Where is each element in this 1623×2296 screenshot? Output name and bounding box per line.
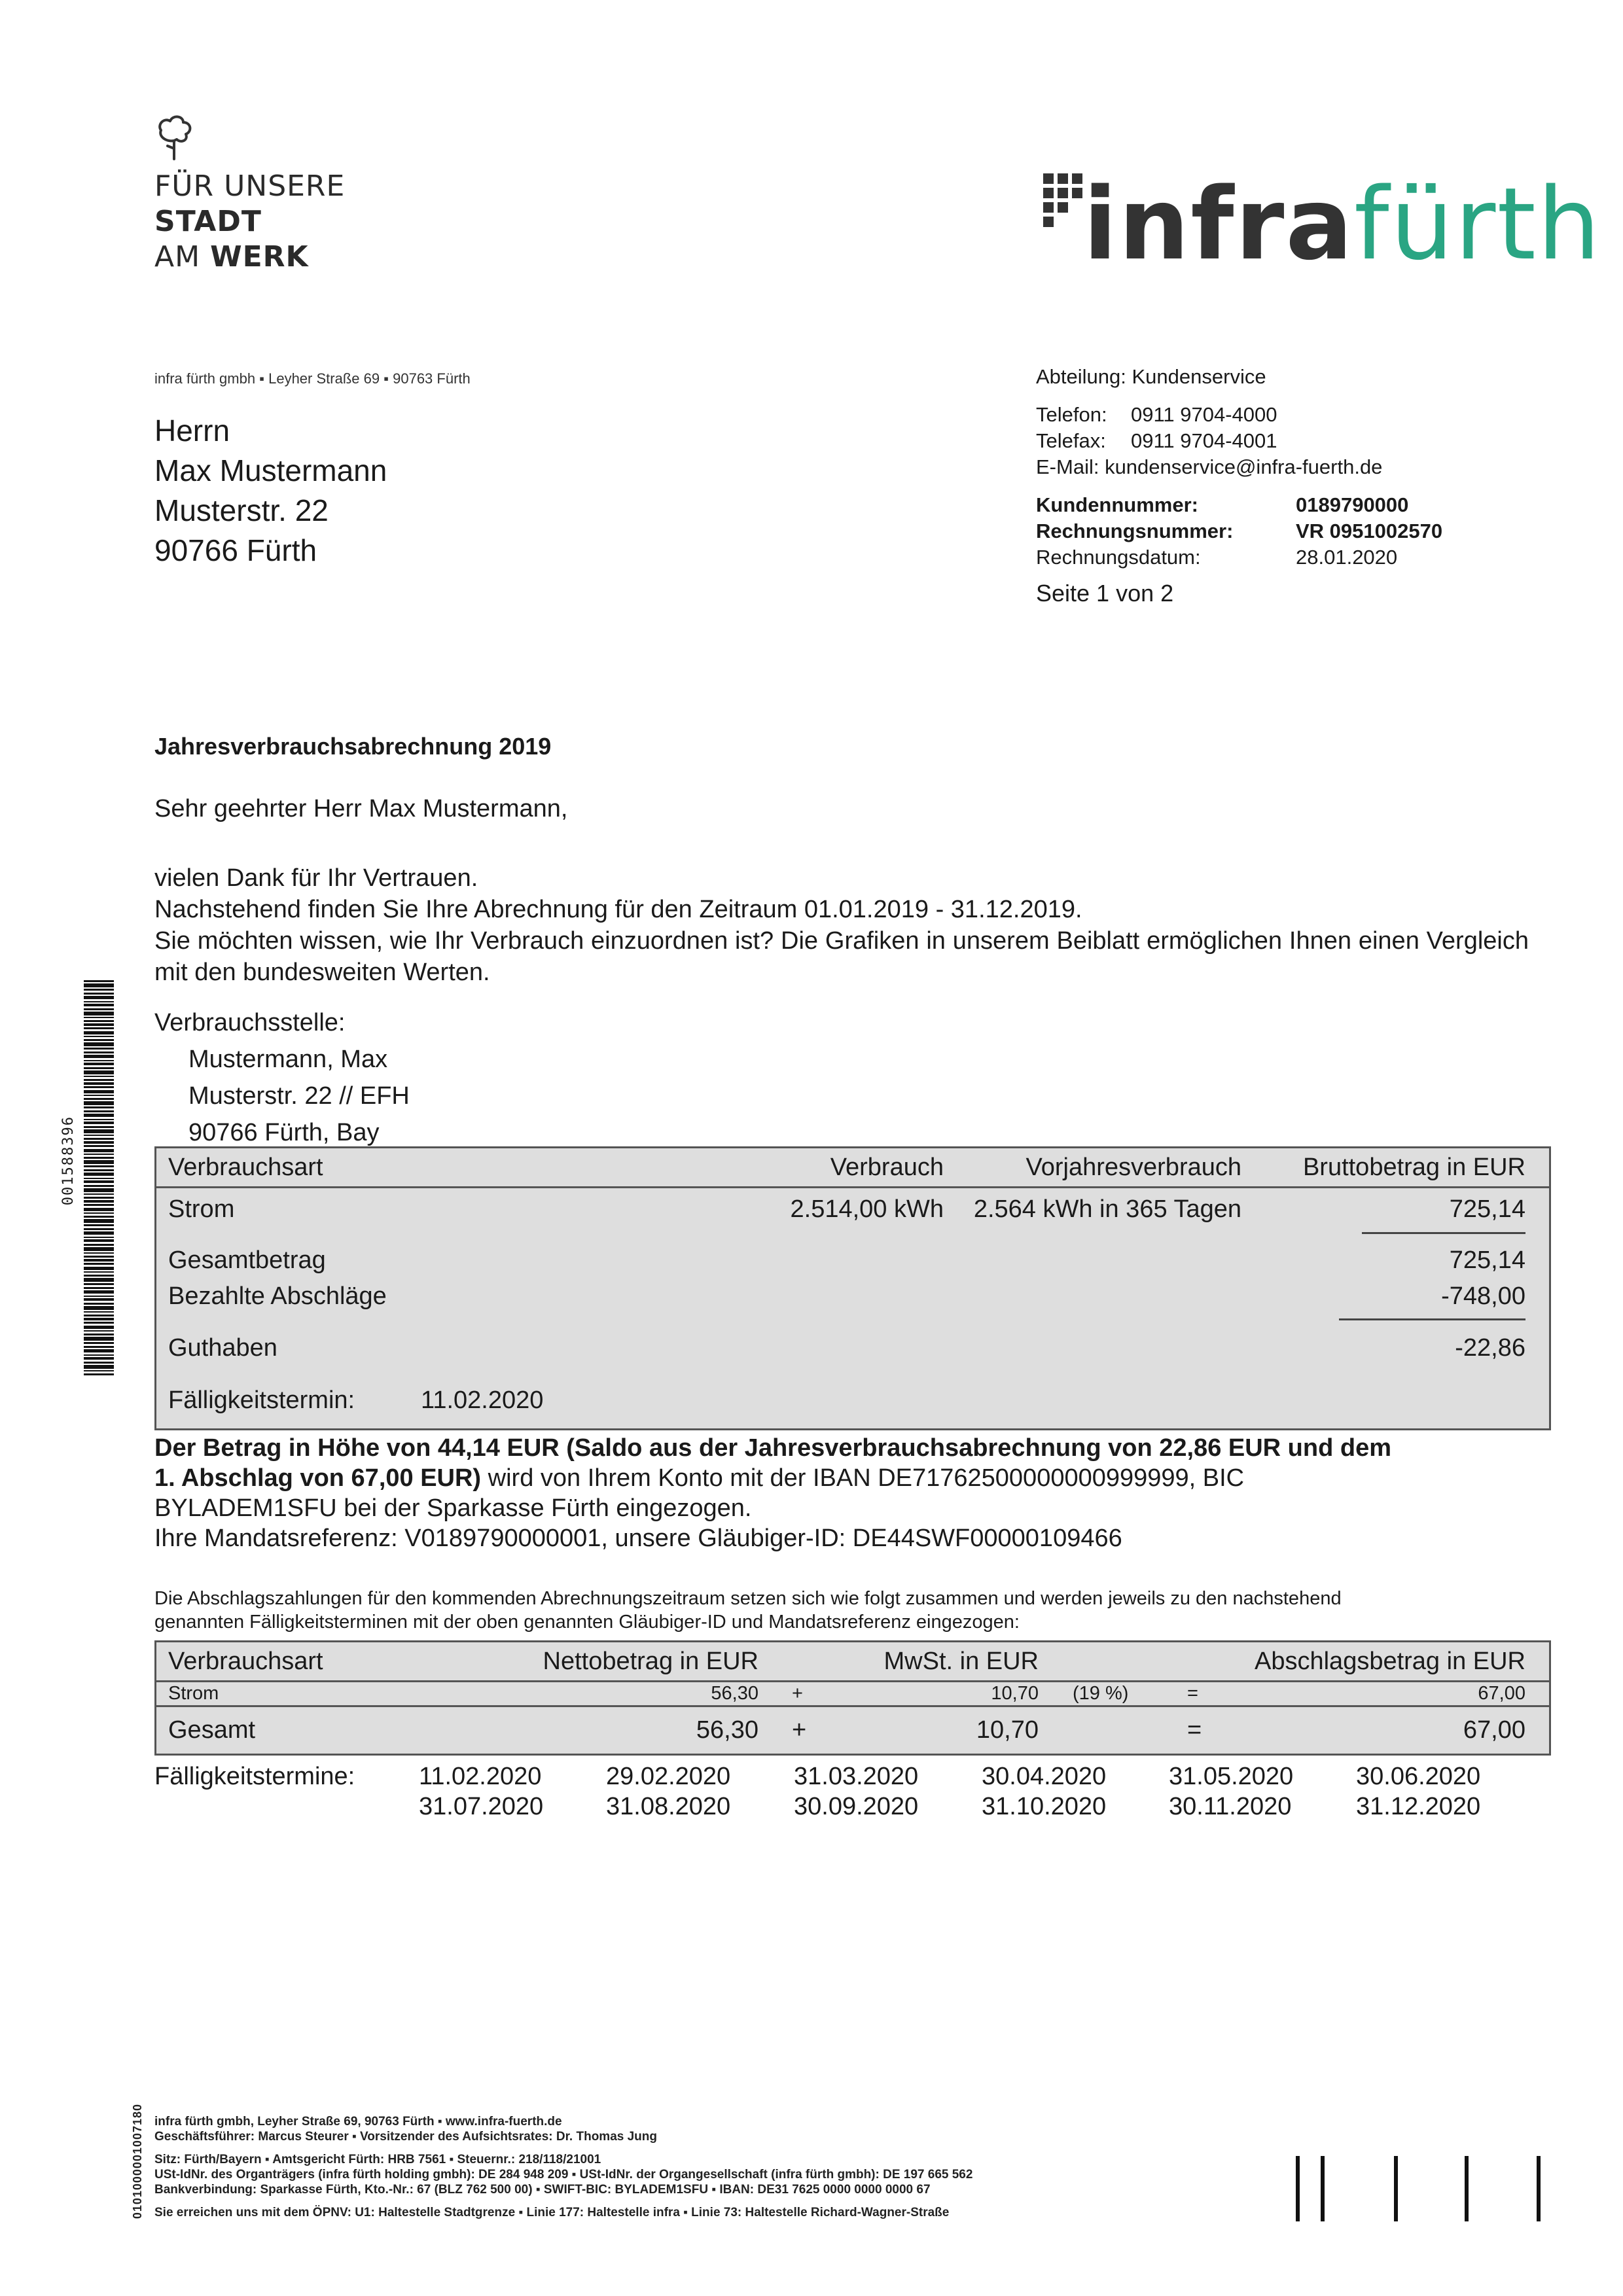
barcode-bar <box>84 1063 114 1065</box>
barcode-bar <box>84 1126 114 1128</box>
logo-part1: infra <box>1083 166 1354 282</box>
inst-total-eq: = <box>1187 1716 1202 1744</box>
due-date-4: 30.04.2020 <box>982 1763 1107 1790</box>
invoice-date: 28.01.2020 <box>1296 546 1398 569</box>
barcode-bar <box>84 1098 114 1100</box>
barcode-bar <box>84 1342 114 1344</box>
barcode-bar <box>84 1188 114 1192</box>
barcode-bar <box>84 1193 114 1195</box>
footer-line1: infra fürth gmbh, Leyher Straße 69, 90763 Fürth ▪ www.infra-fuerth.de <box>154 2115 562 2128</box>
footer-side-number: 0101000001007180 <box>131 2104 144 2219</box>
phone-label: Telefon: <box>1036 403 1107 426</box>
barcode-bar <box>84 1224 114 1226</box>
barcode-bar <box>84 1060 114 1061</box>
barcode-bar <box>84 1208 114 1211</box>
barcode-bar <box>84 980 114 982</box>
due-date-label: Fälligkeitstermin: <box>168 1386 355 1414</box>
barcode-bar <box>84 1076 114 1077</box>
consumption-point <box>154 1004 410 1151</box>
barcode-bar <box>84 1219 114 1223</box>
footer-line4: USt-IdNr. des Organträgers (infra fürth holding gmbh): DE 284 948 209 ▪ USt-IdNr. der Organgesellschaft (infra fürth gmbh): DE 197 665 562 <box>154 2168 973 2181</box>
barcode-bar <box>84 1303 114 1305</box>
barcode-bar <box>84 1237 114 1238</box>
logo-part2: fürth <box>1353 166 1602 282</box>
balance-divider <box>1339 1318 1525 1320</box>
barcode-bar <box>84 1119 114 1120</box>
barcode-bar <box>84 1106 114 1108</box>
slogan <box>154 169 345 275</box>
col-header-verbrauch: Verbrauch <box>830 1154 944 1181</box>
barcode-bar <box>84 1008 114 1010</box>
inst-row-plus: + <box>792 1683 803 1704</box>
total-value: 725,14 <box>1449 1246 1525 1274</box>
barcode-bar <box>84 1271 114 1273</box>
consumption-point-street: Musterstr. 22 // EFH <box>188 1082 410 1110</box>
footer-line6: Sie erreichen uns mit dem ÖPNV: U1: Haltestelle Stadtgrenze ▪ Linie 177: Haltestelle infra ▪ Linie 73: Haltestelle Richard-Wagner-Straße <box>154 2206 950 2219</box>
customer-number-label: Kundennummer: <box>1036 493 1198 516</box>
barcode-bar <box>84 1004 114 1006</box>
barcode-bar <box>84 1141 114 1144</box>
barcode-bar <box>84 1290 114 1294</box>
payment-line2-bold: 1. Abschlag von 67,00 EUR) <box>154 1464 482 1492</box>
barcode-bar <box>84 1180 114 1183</box>
due-date-3: 31.03.2020 <box>794 1763 919 1790</box>
barcode-bar <box>84 1135 114 1136</box>
row-art: Strom <box>168 1195 235 1223</box>
email: E-Mail: kundenservice@infra-fuerth.de <box>1036 455 1383 478</box>
barcode-bar <box>84 1129 114 1133</box>
barcode-bar <box>84 1370 114 1371</box>
barcode-bar <box>84 989 114 991</box>
barcode-bar <box>84 1318 114 1320</box>
intro-line2: Nachstehend finden Sie Ihre Abrechnung für den Zeitraum 01.01.2019 - 31.12.2019. <box>154 896 1082 923</box>
due-dates <box>154 1761 1561 1827</box>
barcode-bar <box>84 1354 114 1356</box>
barcode-bar <box>84 1306 114 1310</box>
invoice-number-label: Rechnungsnummer: <box>1036 520 1234 542</box>
due-date-6: 30.06.2020 <box>1356 1763 1481 1790</box>
recipient-street: Musterstr. 22 <box>154 493 329 527</box>
due-date-5: 31.05.2020 <box>1169 1763 1294 1790</box>
col-header-netto: Nettobetrag in EUR <box>543 1648 758 1675</box>
barcode-number: 001588396 <box>60 1116 77 1206</box>
inst-row-netto: 56,30 <box>711 1683 758 1704</box>
intro-line3: Sie möchten wissen, wie Ihr Verbrauch einzuordnen ist? Die Grafiken in unserem Beiblatt ermöglichen Ihnen einen Vergleich mit den bundesweiten Werten. <box>154 927 1529 986</box>
recipient-name: Max Mustermann <box>154 453 387 487</box>
slogan-line3a: AM <box>154 240 211 274</box>
barcode-bar <box>84 1173 114 1176</box>
barcode-bar <box>84 1244 114 1246</box>
invoice-number: VR 0951002570 <box>1296 520 1443 542</box>
barcode-bar <box>84 1055 114 1058</box>
barcode-bar <box>84 1048 114 1050</box>
footer-line2: Geschäftsführer: Marcus Steurer ▪ Vorsitzender des Aufsichtsrates: Dr. Thomas Jung <box>154 2130 657 2144</box>
barcode-bar <box>84 1346 114 1348</box>
barcode-bar <box>84 1165 114 1167</box>
row-betrag: 725,14 <box>1449 1195 1525 1223</box>
barcode-bar <box>84 1357 114 1360</box>
inst-row-art: Strom <box>168 1683 219 1704</box>
inst-total-netto: 56,30 <box>696 1716 758 1744</box>
barcode-bar <box>84 1263 114 1265</box>
slogan-line2: STADT <box>154 205 262 238</box>
installment-total-divider <box>156 1705 1549 1707</box>
barcode-bar <box>84 1001 114 1002</box>
consumption-point-label: Verbrauchsstelle: <box>154 1009 346 1036</box>
recipient-salutation: Herrn <box>154 414 230 448</box>
barcode-bar <box>84 1027 114 1029</box>
barcode-bar <box>84 1042 114 1046</box>
barcode-bar <box>84 1145 114 1147</box>
barcode-bar <box>84 1185 114 1187</box>
barcode-bar <box>84 996 114 999</box>
barcode-bar <box>84 1315 114 1316</box>
col-header-verbrauchsart2: Verbrauchsart <box>168 1648 323 1675</box>
installment-note-line1: Die Abschlagszahlungen für den kommenden Abrechnungszeitraum setzen sich wie folgt zusammen und werden jeweils zu den nachstehend <box>154 1588 1342 1609</box>
barcode-bar <box>84 1349 114 1352</box>
due-date-10: 31.10.2020 <box>982 1793 1107 1820</box>
barcode-bar <box>84 1337 114 1341</box>
barcode-bar <box>84 1365 114 1369</box>
intro-paragraph <box>154 862 1529 988</box>
installment-note <box>154 1587 1561 1634</box>
inst-total-plus: + <box>792 1716 807 1744</box>
barcode-bar <box>84 1333 114 1335</box>
inst-total-betrag: 67,00 <box>1463 1716 1525 1744</box>
footer-line5: Bankverbindung: Sparkasse Fürth, Kto.-Nr.: 67 (BLZ 762 500 00) ▪ SWIFT-BIC: BYLADEM1SFU ▪ IBAN: DE31 7625 0000 0000 0000 67 <box>154 2183 931 2197</box>
barcode-bar <box>84 1023 114 1026</box>
inst-row-betrag: 67,00 <box>1478 1683 1525 1704</box>
phone-value: 0911 9704-4000 <box>1131 403 1277 426</box>
barcode-bar <box>84 1079 114 1081</box>
footer-line3: Sitz: Fürth/Bayern ▪ Amtsgericht Fürth: HRB 7561 ▪ Steuernr.: 218/118/21001 <box>154 2153 601 2166</box>
fax-label: Telefax: <box>1036 429 1106 452</box>
due-date-1: 11.02.2020 <box>419 1763 542 1790</box>
paid-installments-label: Bezahlte Abschläge <box>168 1282 387 1310</box>
due-date-11: 30.11.2020 <box>1169 1793 1292 1820</box>
tree-icon <box>154 115 195 160</box>
barcode-bar <box>84 1247 114 1251</box>
payment-line2-rest: wird von Ihrem Konto mit der IBAN DE71762500000000999999, BIC <box>481 1464 1245 1492</box>
customer-number: 0189790000 <box>1296 493 1409 516</box>
recipient-address <box>154 411 387 571</box>
total-label: Gesamtbetrag <box>168 1246 326 1274</box>
row-verbrauch: 2.514,00 kWh <box>790 1195 944 1223</box>
payment-paragraph <box>154 1433 1561 1553</box>
salutation: Sehr geehrter Herr Max Mustermann, <box>154 795 568 822</box>
barcode-bar <box>84 1122 114 1124</box>
installment-note-line2: genannten Fälligkeitsterminen mit der oben genannten Gläubiger-ID und Mandatsreferenz eingezogen: <box>154 1612 1020 1633</box>
barcode-bar <box>84 1114 114 1117</box>
barcode-bar <box>84 1362 114 1364</box>
payment-line1: Der Betrag in Höhe von 44,14 EUR (Saldo aus der Jahresverbrauchsabrechnung von 22,86 EUR und dem <box>154 1434 1391 1462</box>
barcode-bar <box>84 1017 114 1018</box>
inst-row-mwst: 10,70 <box>991 1683 1039 1704</box>
due-date-7: 31.07.2020 <box>419 1793 544 1820</box>
col-header-verbrauchsart: Verbrauchsart <box>168 1154 323 1181</box>
barcode-bar <box>84 1020 114 1022</box>
fax-value: 0911 9704-4001 <box>1131 429 1277 452</box>
barcode-bar <box>84 1154 114 1155</box>
barcode-bar <box>84 1204 114 1206</box>
barcode-bar <box>84 1101 114 1105</box>
omr-marks <box>1294 2153 1543 2225</box>
barcode <box>84 980 114 1379</box>
col-header-mwst: MwSt. in EUR <box>883 1648 1039 1675</box>
barcode-bar <box>84 1178 114 1179</box>
barcode-bar <box>84 1031 114 1034</box>
recipient-city: 90766 Fürth <box>154 533 317 567</box>
due-dates-label: Fälligkeitstermine: <box>154 1763 355 1790</box>
barcode-bar <box>84 1197 114 1199</box>
barcode-bar <box>84 1039 114 1041</box>
barcode-bar <box>84 1373 114 1375</box>
barcode-bar <box>84 1067 114 1069</box>
consumption-point-name: Mustermann, Max <box>188 1046 388 1073</box>
barcode-bar <box>84 1149 114 1152</box>
barcode-bar <box>84 1239 114 1242</box>
slogan-line3b: WERK <box>210 240 309 274</box>
due-date-9: 30.09.2020 <box>794 1793 919 1820</box>
barcode-bar <box>84 1051 114 1053</box>
barcode-bar <box>84 1259 114 1262</box>
barcode-bar <box>84 1296 114 1297</box>
barcode-bar <box>84 1160 114 1164</box>
department: Abteilung: Kundenservice <box>1036 365 1266 388</box>
due-date-8: 31.08.2020 <box>606 1793 731 1820</box>
sum-divider <box>1362 1232 1525 1234</box>
credit-label: Guthaben <box>168 1334 277 1362</box>
barcode-bar <box>84 1231 114 1235</box>
sender-line: infra fürth gmbh ▪ Leyher Straße 69 ▪ 90763 Fürth <box>154 370 471 387</box>
col-header-bruttobetrag: Bruttobetrag in EUR <box>1302 1154 1525 1181</box>
barcode-bar <box>84 1086 114 1088</box>
barcode-bar <box>84 1070 114 1074</box>
barcode-bar <box>84 1082 114 1085</box>
row-vorjahr: 2.564 kWh in 365 Tagen <box>973 1195 1241 1223</box>
barcode-bar <box>84 1330 114 1332</box>
barcode-bar <box>84 1322 114 1324</box>
footer <box>154 2114 972 2220</box>
inst-row-rate: (19 %) <box>1073 1683 1129 1704</box>
barcode-bar <box>84 1252 114 1254</box>
col-header-abschlag: Abschlagsbetrag in EUR <box>1255 1648 1525 1675</box>
company-logo <box>1083 166 1602 282</box>
barcode-bar <box>84 1212 114 1214</box>
info-block <box>1036 364 1442 609</box>
barcode-bar <box>84 1090 114 1093</box>
payment-line4: Ihre Mandatsreferenz: V0189790000001, unsere Gläubiger-ID: DE44SWF00000109466 <box>154 1525 1122 1552</box>
logo-grid-icon <box>1043 173 1082 239</box>
installment-table <box>154 1640 1551 1756</box>
slogan-line1: FÜR UNSERE <box>154 169 346 203</box>
consumption-point-city: 90766 Fürth, Bay <box>188 1119 380 1146</box>
barcode-bar <box>84 1283 114 1285</box>
barcode-bar <box>84 993 114 995</box>
barcode-bar <box>84 1216 114 1218</box>
credit-value: -22,86 <box>1455 1334 1525 1362</box>
col-header-vorjahr: Vorjahresverbrauch <box>1026 1154 1241 1181</box>
barcode-bar <box>84 1267 114 1270</box>
barcode-bar <box>84 1138 114 1140</box>
page-number: Seite 1 von 2 <box>1036 580 1174 607</box>
barcode-bar <box>84 1278 114 1282</box>
barcode-bar <box>84 1110 114 1112</box>
barcode-bar <box>84 1311 114 1313</box>
barcode-bar <box>84 1200 114 1203</box>
due-date-12: 31.12.2020 <box>1356 1793 1481 1820</box>
barcode-bar <box>84 1256 114 1258</box>
due-date-value: 11.02.2020 <box>421 1386 544 1414</box>
payment-line3: BYLADEM1SFU bei der Sparkasse Fürth eingezogen. <box>154 1494 752 1522</box>
consumption-table <box>154 1146 1551 1430</box>
barcode-bar <box>84 1287 114 1289</box>
due-date-2: 29.02.2020 <box>606 1763 731 1790</box>
inst-total-label: Gesamt <box>168 1716 256 1744</box>
barcode-bar <box>84 1012 114 1016</box>
barcode-bar <box>84 983 114 987</box>
barcode-bar <box>84 1298 114 1301</box>
inst-total-mwst: 10,70 <box>976 1716 1039 1744</box>
barcode-bar <box>84 1326 114 1329</box>
document-title: Jahresverbrauchsabrechnung 2019 <box>154 733 552 760</box>
inst-row-eq: = <box>1187 1683 1198 1704</box>
intro-line1: vielen Dank für Ihr Vertrauen. <box>154 864 478 892</box>
barcode-bar <box>84 1275 114 1277</box>
barcode-bar <box>84 1036 114 1037</box>
paid-installments-value: -748,00 <box>1441 1282 1525 1310</box>
barcode-bar <box>84 1169 114 1171</box>
barcode-bar <box>84 1157 114 1159</box>
barcode-bar <box>84 1095 114 1096</box>
invoice-date-label: Rechnungsdatum: <box>1036 546 1201 569</box>
barcode-bar <box>84 1228 114 1230</box>
